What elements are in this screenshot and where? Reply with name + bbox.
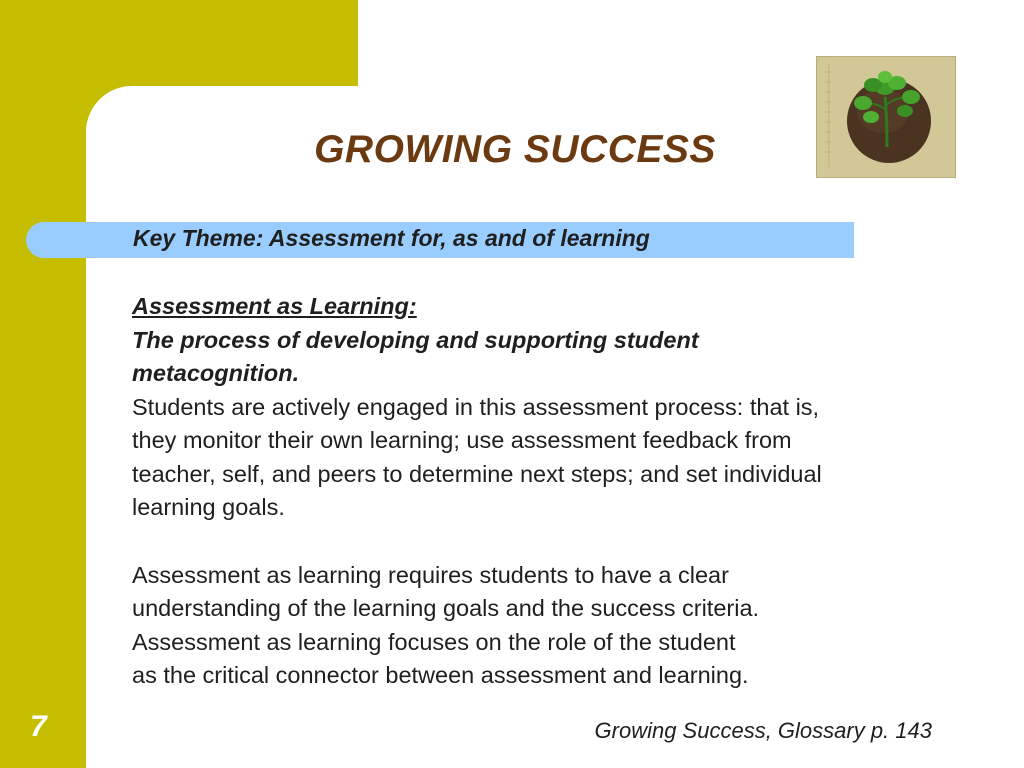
body-line: they monitor their own learning; use assessment feedback from: [132, 427, 792, 453]
key-theme-text: Key Theme: Assessment for, as and of learning: [133, 225, 650, 251]
body-line: teacher, self, and peers to determine next steps; and set individual: [132, 460, 822, 487]
paragraph-spacer: [132, 525, 992, 559]
paragraph-engagement: [132, 391, 992, 525]
body-line: Assessment as learning requires students to have a clear: [132, 561, 729, 588]
seedling-in-soil-icon: [816, 56, 956, 178]
section-heading: Assessment as Learning:: [132, 293, 417, 319]
left-accent-bar: [0, 0, 86, 768]
paragraph-requirements: [132, 559, 992, 693]
body-line: as the critical connector between assessment and learning.: [132, 662, 749, 688]
slide-number: 7: [30, 710, 47, 743]
slide-title: GROWING SUCCESS: [314, 128, 716, 171]
source-citation: Growing Success, Glossary p. 143: [594, 718, 932, 743]
top-accent-bar: [86, 0, 358, 86]
definition-line-2: metacognition.: [132, 360, 300, 386]
seedling-illustration: [817, 57, 955, 177]
body-line: learning goals.: [132, 494, 285, 520]
definition-line-1: The process of developing and supporting student: [132, 326, 699, 353]
slide-body: [132, 290, 992, 693]
body-line: Assessment as learning focuses on the role of the student: [132, 628, 736, 655]
body-line: Students are actively engaged in this assessment process: that is,: [132, 393, 820, 420]
body-line: understanding of the learning goals and the success criteria.: [132, 595, 760, 621]
